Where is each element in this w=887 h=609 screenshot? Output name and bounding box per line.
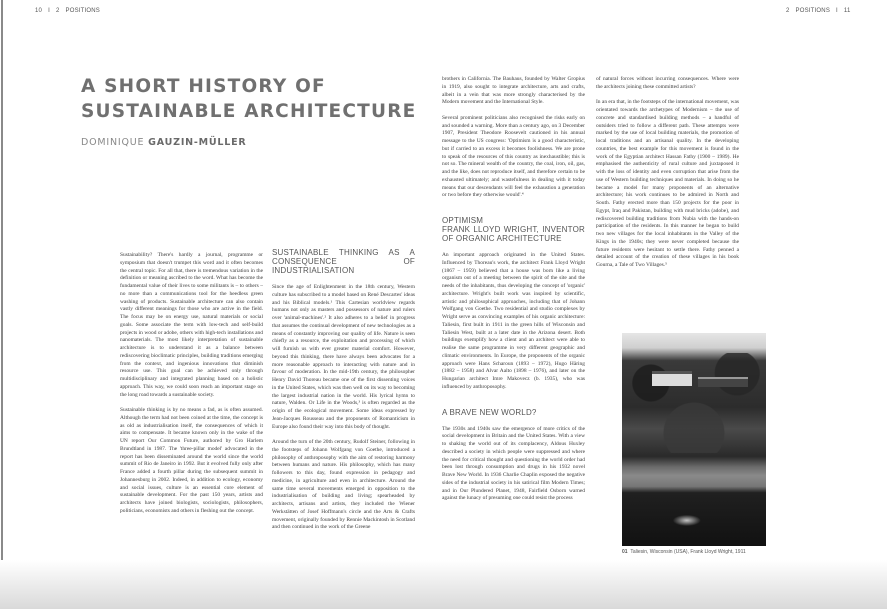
page-edge	[1, 0, 3, 609]
paragraph: Sustainable thinking is by no means a fad, as is often assumed. Although the term had not been coined at the time, the concept is as old as industrialisation itself, the consequences of which it aims to compensate. It became known only in the wake of the UN report Our Common Future, authored by Gro Harlem Brundtland in 1987. The 'three-pillar model' advocated in the report has been disseminated around the world since the world summit of Rio de Janeiro in 1992. But it evolved fully only after France added a fourth pillar during the subsequent summit in Johannesburg in 2002. Indeed, in addition to ecology, economy and social issues, culture is an essential core element of sustainable development. For the past 150 years, artists and architects have joined biologists, sociologists, philosophers, politicians, economists and others in fleshing out the concept.	[120, 407, 263, 514]
separator: I	[836, 8, 838, 14]
column-4	[596, 76, 739, 278]
section-heading: SUSTAINABLE THINKING AS A CONSEQUENCE OF INDUSTRIALISATION	[272, 248, 415, 275]
paragraph: Sustainability? There's hardly a journal, programme or symposium that doesn't trumpet this word and it often becomes the central topic. For all that, there is tremendous variation in the definition or meaning ascribed to the word. What has become the fundamental value of their lives to some militants is – to others – no more than a communications tool for the heedless green washing of products. Sustainable architecture can also contain vastly different meanings for those who are active in the field. The focus may be on energy use, natural materials or social goals. Some associate the term with low-tech and self-build projects in wood or adobe, others with high-tech installations and nanomaterials. The most likely interpretation of sustainable architecture is to understand it as a balance between rediscovering bioclimatic principles, building traditions emerging from the context, and ingenious innovations that diminish resource use. This goal can be achieved only through multidisciplinary and integrated planning based on a holistic approach. This way, we could soon reach an important stage on the long road towards a sustainable society.	[120, 252, 263, 398]
paragraph: Since the age of Enlightenment in the 18th century, Western culture has subscribed to a model based on René Descartes' ideas and his Biblical models.¹ This Cartesian worldview regards humans not only as masters and possessors of nature and rulers over 'animal-machines'.² It also adheres to a belief in progress that assumes the continual development of new technologies as a means of constantly improving our quality of life. Nature is seen chiefly as a resource, the exploitation and processing of which will furnish us with ever greater material comfort. However, beyond this thinking, there have always been advocates for a more reasonable approach to interacting with nature and in favour of moderation. In the mid-19th century, the philosopher Henry David Thoreau became one of the first dissenting voices in the United States, which was then well on its way to becoming the largest industrial nation in the world. His lyrical hymn to nature, Walden. Or Life in the Woods,³ is often regarded as the origin of the ecological movement. Some ideas expressed by Jean-Jacques Rousseau and the proponents of Romanticism in Europe also found their way into this body of thought.	[272, 284, 415, 430]
paragraph: of natural forces without incurring consequences. Where were the architects joining these committed artists?	[596, 76, 739, 90]
title-line: A SHORT HISTORY OF	[81, 76, 326, 97]
author-first-name: DOMINIQUE	[81, 137, 145, 148]
page-number: 11	[843, 8, 851, 14]
house-wing	[698, 377, 748, 387]
paragraph: brothers in California. The Bauhaus, founded by Walter Gropius in 1919, also sought to integrate architecture, arts and crafts, albeit in a vein that was more strongly characterised by the Modern movement and the International Style.	[442, 76, 585, 106]
paragraph: The 1930s and 1940s saw the emergence of more critics of the social development in Britain and the United States. With a view to shaking the world out of its complacency, Aldous Huxley described a society in which people were suppressed and where the need for critical thought and questioning the world order had been lost through consumption and drugs in his 1932 novel Brave New World. In 1936 Charlie Chaplin exposed the negative sides of the industrial society in his satirical film Modern Times; and in Our Plundered Planet, 1948, Fairfield Osborn warned against the lunacy of presuming one could resist the process	[442, 425, 585, 502]
taliesin-photo	[622, 333, 766, 546]
article-title	[81, 74, 417, 124]
figure-number: 01	[622, 549, 628, 555]
running-header-left	[35, 8, 106, 14]
section-name: POSITIONS	[65, 8, 100, 14]
house	[652, 371, 692, 386]
column-3	[442, 76, 585, 511]
paragraph: In an era that, in the footsteps of the international movement, was orientated towards the archetypes of Modernism – the use of concrete and standardised building methods – a handful of outsiders tried to follow a different path. These attempts were marked by the use of local building materials, the promotion of local traditions and an artisanal quality. In the developing countries, the best example for this movement is found in the work of the Egyptian architect Hassan Fathy (1900 – 1989). He emphasised the authenticity of rural culture and juxtaposed it with the loss of identity and even corruption that arise from the use of Western building techniques and materials. In doing so he became a model for many proponents of an alternative architecture; his work continues to be admired in North and South. Fathy erected more than 150 projects for the poor in Egypt, Iraq and Pakistan, building with mud bricks (adobe), and rediscovered building traditions from Nubia with the hands-on participation of the residents. In this manner he began to build two new villages for the local inhabitants in the Valley of the Kings in the 1940s; they were never completed because the future residents were hesitant to settle there. Fathy penned a detailed account of the creation of these villages in his book Gourna, a Tale of Two Villages.⁵	[596, 99, 739, 268]
separator: I	[48, 8, 50, 14]
section-heading	[442, 216, 585, 243]
author-last-name: GAUZIN-MÜLLER	[148, 137, 247, 148]
running-header-right	[786, 8, 857, 14]
heading-line: FRANK LLOYD WRIGHT, INVENTOR OF ORGANIC ARCHITECTURE	[442, 225, 585, 243]
caption-text: Taliesin, Wisconsin (USA), Frank Lloyd Wright, 1911	[630, 549, 746, 555]
section-name: POSITIONS	[795, 8, 831, 14]
author	[81, 137, 247, 148]
chapter-number: 2	[55, 8, 60, 14]
column-2	[272, 248, 415, 540]
trees	[622, 353, 766, 453]
title-line: SUSTAINABLE ARCHITECTURE	[81, 101, 417, 122]
section-heading: A BRAVE NEW WORLD?	[442, 407, 537, 417]
figure-caption	[622, 549, 746, 555]
column-1	[120, 252, 263, 523]
page-shadow	[0, 560, 887, 609]
paragraph: An important approach originated in the United States. Influenced by Thoreau's work, the architect Frank Lloyd Wright (1867 – 1959) believed that a house was born like a living organism out of a meeting between the spirit of the site and the needs of the inhabitants, thus developing the concept of 'organic' architecture. Wright's built work was inspired by scientific, artistic and philosophical approaches, including that of Johann Wolfgang von Goethe. Two residential and studio complexes by Wright serve as convincing examples of his organic architecture: Taliesin, first built in 1911 in the green hills of Wisconsin and Taliesin West, built at a later date in the Arizona desert. Both buildings exemplify how a client and an architect were able to realise the same programme in very different geographic and climatic environments. In Europe, the proponents of the organic approach were Hans Scharoun (1893 – 1972), Hugo Häring (1882 – 1958) and Alvar Aalto (1898 – 1976), and later on the Hungarian architect Imre Makovecz (b. 1935), who was influenced by anthroposophy.	[442, 252, 585, 390]
paragraph: Around the turn of the 20th century, Rudolf Steiner, following in the footsteps of Johann Wolfgang von Goethe, introduced a philosophy of anthroposophy with the aim of restoring harmony between humans and nature. His philosophy, which has many followers to this day, found expression in pedagogy and medicine, in agriculture and even in architecture. Around the same time several movements emerged in opposition to the industrialisation of building and living; spearheaded by architects, artisans and artists, they included the Wiener Werkstätten of Josef Hoffmann's circle and the Arts & Crafts movement, originally founded by Rennie Mackintosh in Scotland and then continued in the work of the Greene	[272, 439, 415, 531]
chapter-number: 2	[786, 8, 790, 14]
paragraph: Several prominent politicians also recognised the risks early on and sounded a warning. More than a century ago, on 3 December 1907, President Theodore Roosevelt cautioned in his annual message to the US congress: 'Optimism is a good characteristic, but if carried to an excess it becomes foolishness. We are prone to speak of the resources of this country as inexhaustible; this is not so. The mineral wealth of the country, the coal, iron, oil, gas, and the like, does not reproduce itself, and therefore certain to be exhausted ultimately; and wastefulness in dealing with it today means that our descendants will feel the exhaustion a generation or two before they otherwise would'.⁴	[442, 114, 585, 199]
heading-line: OPTIMISM	[442, 216, 484, 225]
page-number: 10	[35, 8, 43, 14]
